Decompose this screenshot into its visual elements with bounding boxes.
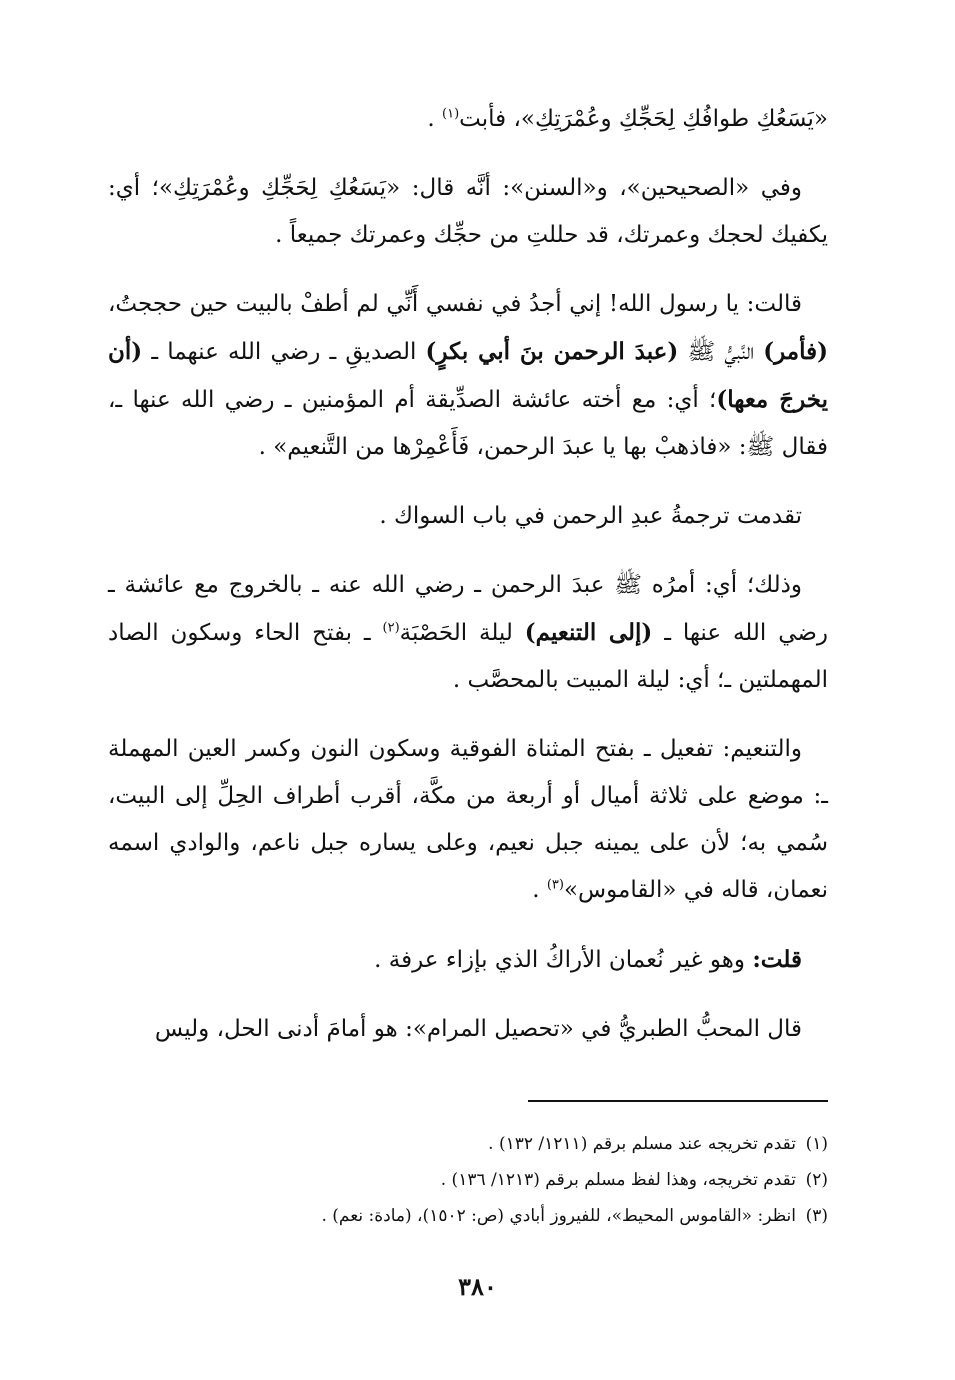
paragraph-5: وذلك؛ أي: أمرُه ﷺ عبدَ الرحمن ـ رضي الله عنه ـ بالخروج مع عائشة ـ رضي الله عنها ـ (إلى التنعيم) ليلة الحَصْبَة$^{(٢)}$ ـ بفتح الحاء وسكون الصاد المهملتين ـ؛ أي: ليلة المبيت بالمحصَّب . [108, 572, 829, 693]
footnote-1: (١)تقدم تخريجه عند مسلم برقم (١٢١١/ ١٣٢) . [488, 1134, 828, 1154]
footnote-ref-1[interactable]: (١) [442, 106, 460, 122]
paragraph-1: «يَسَعُكِ طوافُكِ لِحَجِّكِ وعُمْرَتِكِ»، فأبت$^{(١)}$ . [427, 106, 828, 132]
paragraph-4: تقدمت ترجمةُ عبدِ الرحمن في باب السواك . [379, 503, 802, 529]
bold-phrase: (عبدَ الرحمن بنَ أبي بكرٍ) [425, 338, 679, 365]
footnotes [108, 1126, 828, 1234]
footnote-3: (٣)انظر: «القاموس المحيط»، للفيروز أبادي (ص: ١٥٠٢)، (مادة: نعم) . [321, 1206, 828, 1226]
page-number: ٣٨٠ [458, 1272, 497, 1301]
paragraph-3: قالت: يا رسول الله! إني أجدُ في نفسي أَنِّي لم أطفْ بالبيت حين حججتُ، (فأمر) النَّبيُّ ﷺ (عبدَ الرحمن بنَ أبي بكرٍ) الصديقِ ـ رضي الله عنهما ـ (أن يخرجَ معها)؛ أي: مع أخته عائشة الصدِّيقة أم المؤمنين ـ رضي الله عنها ـ، فقال ﷺ: «فاذهبْ بها يا عبدَ الرحمن، فَأَعْمِرْها من التَّنعيم» . [108, 291, 829, 460]
bold-phrase: (فأمر) [763, 338, 828, 365]
paragraph-2: وفي «الصحيحين»، و«السنن»: أنَّه قال: «يَسَعُكِ لِحَجِّكِ وعُمْرَتِكِ»؛ أي: يكفيك لحجك وعمرتك، قد حللتِ من حجِّك وعمرتك جميعاً . [108, 175, 828, 248]
bold-phrase: قلت: [752, 946, 802, 973]
footnote-ref-3[interactable]: (٣) [546, 877, 564, 893]
footnote-divider [528, 1100, 828, 1102]
hadith-quote: «يَسَعُكِ طوافُكِ لِحَجِّكِ وعُمْرَتِكِ»، فأبت [459, 106, 828, 132]
paragraph-8: قال المحبُّ الطبريُّ في «تحصيل المرام»: هو أمامَ أدنى الحل، وليس [154, 1016, 802, 1042]
footnote-2: (٢)تقدم تخريجه، وهذا لفظ مسلم برقم (١٢١٣/ ١٣٦) . [440, 1170, 828, 1190]
paragraph-7: قلت: وهو غير نُعمان الأراكُ الذي بإزاء عرفة . [374, 946, 802, 973]
paragraph-6: والتنعيم: تفعيل ـ بفتح المثناة الفوقية وسكون النون وكسر العين المهملة ـ: موضع على ثلاثة أميال أو أربعة من مكَّة، أقرب أطراف الحِلِّ إلى البيت، سُمي به؛ لأن على يمينه جبل نعيم، وعلى يساره جبل ناعم، والوادي اسمه نعمان، قاله في «القاموس»$^{(٣)}$ . [108, 736, 828, 903]
main-text [108, 96, 828, 1053]
bold-phrase: (إلى التنعيم) [524, 619, 653, 646]
bold-phrase: (أن يخرجَ معها) [108, 338, 829, 413]
footnote-ref-2[interactable]: (٢) [382, 620, 400, 636]
